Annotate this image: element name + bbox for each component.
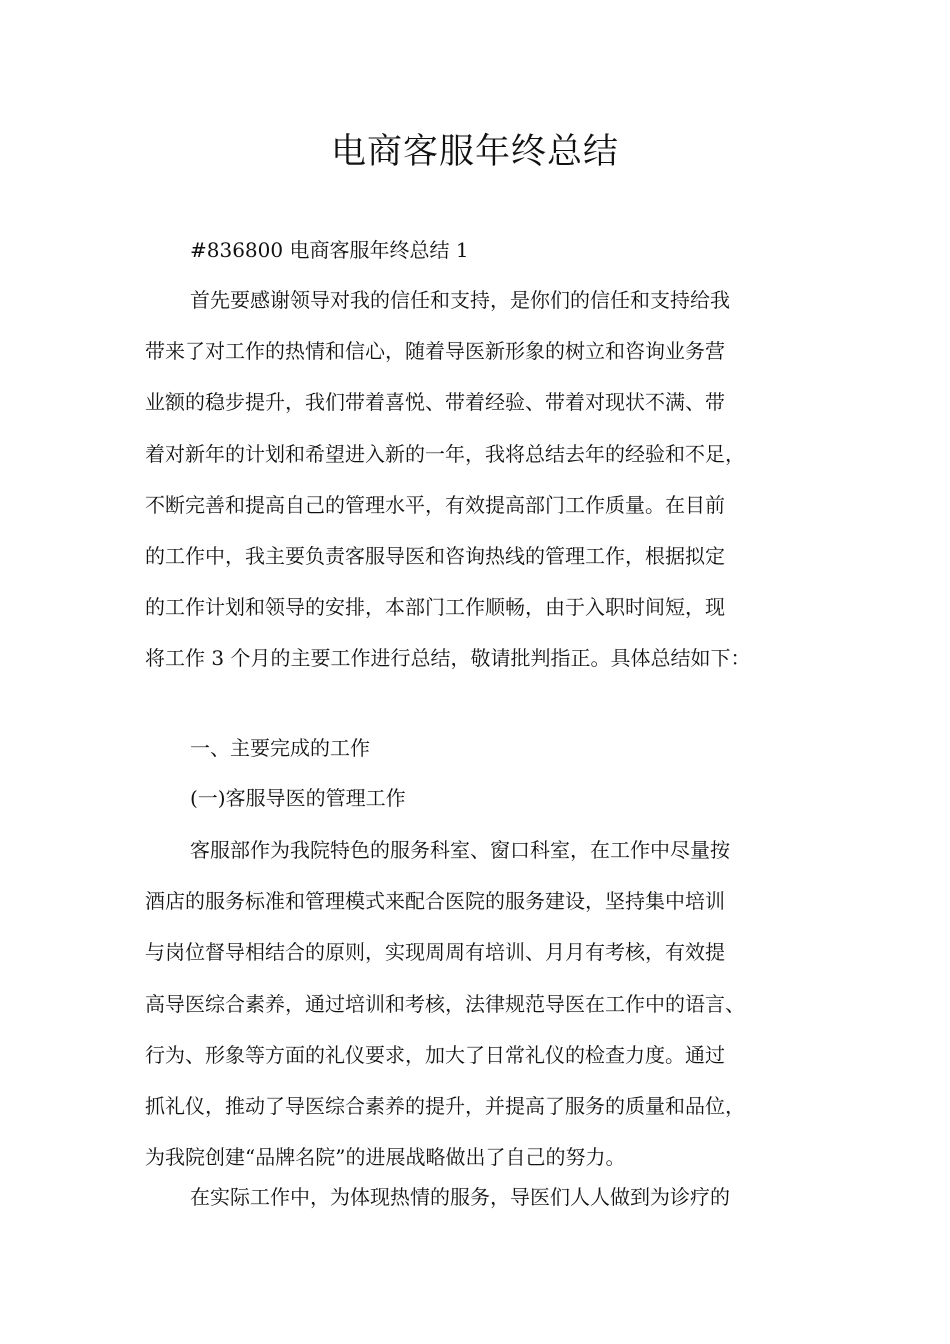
paragraph-line: 的工作计划和领导的安排，本部门工作顺畅，由于入职时间短，现 [145,595,725,620]
paragraph-line: 酒店的服务标准和管理模式来配合医院的服务建设，坚持集中培训 [145,889,725,914]
document-title: 电商客服年终总结 [330,132,619,172]
paragraph-line: 不断完善和提高自己的管理水平，有效提高部门工作质量。在目前 [145,492,725,517]
paragraph-line: 行为、形象等方面的礼仪要求，加大了日常礼仪的检查力度。通过 [145,1042,725,1067]
paragraph-line: 带来了对工作的热情和信心，随着导医新形象的树立和咨询业务营 [145,339,725,364]
paragraph-line: 的工作中，我主要负责客服导医和咨询热线的管理工作，根据拟定 [145,544,725,569]
paragraph-line: 在实际工作中，为体现热情的服务，导医们人人做到为诊疗的 [190,1185,730,1209]
document-id-line: #836800 电商客服年终总结 1 [190,238,469,262]
paragraph-line: 业额的稳步提升，我们带着喜悦、带着经验、带着对现状不满、带 [145,390,725,415]
section-heading: 一、主要完成的工作 [190,736,370,760]
paragraph-practice [145,1172,815,1223]
paragraph-line: 高导医综合素养，通过培训和考核，法律规范导医在工作中的语言、 [145,991,745,1016]
paragraph-line: 首先要感谢领导对我的信任和支持，是你们的信任和支持给我 [190,288,730,312]
paragraph-customer-service [145,825,815,1183]
subsection-heading: (一)客服导医的管理工作 [190,786,406,810]
paragraph-intro [145,275,815,685]
paragraph-line: 着对新年的计划和希望进入新的一年，我将总结去年的经验和不足， [145,441,745,466]
paragraph-line: 与岗位督导相结合的原则，实现周周有培训、月月有考核，有效提 [145,940,725,965]
paragraph-line: 抓礼仪，推动了导医综合素养的提升，并提高了服务的质量和品位， [145,1094,745,1119]
paragraph-line: 为我院创建“品牌名院”的进展战略做出了自己的努力。 [145,1145,626,1170]
paragraph-line: 将工作 3 个月的主要工作进行总结，敬请批判指正。具体总结如下： [145,646,751,671]
paragraph-line: 客服部作为我院特色的服务科室、窗口科室，在工作中尽量按 [190,838,730,862]
